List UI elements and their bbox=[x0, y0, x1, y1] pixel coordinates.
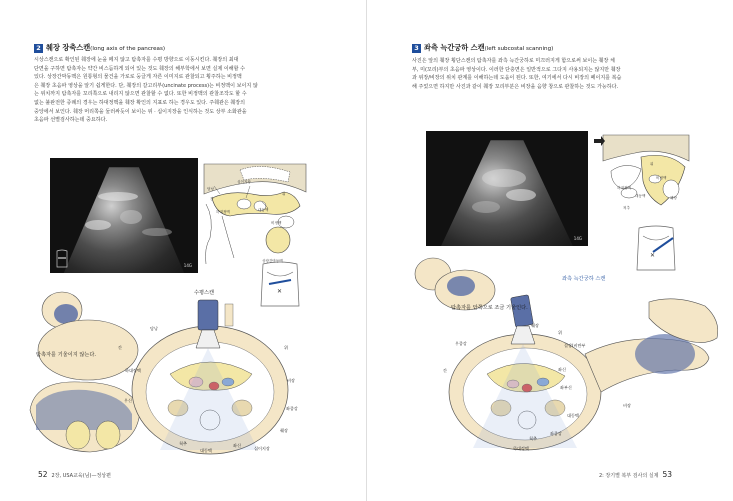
scan-label: 위 bbox=[650, 162, 654, 166]
cross-label: 좌신 bbox=[233, 443, 241, 448]
cross-label: 췌장 bbox=[280, 428, 288, 433]
paragraph-line: 중앙에서 보인다. 췌장 머리쪽을 둘러싸듯이 보이는 위 · 십이지장을 인식하는 것도 상부 소화관을 bbox=[34, 108, 247, 115]
paragraph-line: 단면을 구하면 탐촉자는 약간 비스듬하게 되어 있는 것도 췌장의 해부학에서 보면 실제 이해할 수 bbox=[34, 65, 245, 72]
ultrasound-echo bbox=[472, 201, 500, 213]
cross-label: 대동맥 bbox=[200, 448, 212, 453]
cross-label: 간 bbox=[443, 368, 447, 373]
ultrasound-scale-label: 14G bbox=[183, 263, 192, 268]
right-section-title-en: (left subcostal scanning) bbox=[484, 46, 554, 52]
cross-label: 우신 bbox=[124, 398, 132, 403]
cross-label: 담낭 bbox=[150, 326, 158, 331]
cross-label: 하대정맥 bbox=[125, 368, 141, 373]
scan-label: 비정맥 bbox=[656, 176, 667, 180]
paragraph-line: 시상스캔으로 확인된 췌장에 눈을 떼지 않고 탐촉자를 수평 방향으로 이동시킨다. 췌장의 최대 bbox=[34, 57, 239, 63]
cross-label: 대동맥 bbox=[567, 413, 579, 418]
scan-label: 대동맥 bbox=[635, 194, 646, 198]
cross-label: 우종강 bbox=[455, 341, 467, 346]
paragraph-line: 있다. 상장간막동맥은 원통형의 물건을 가로로 둥글게 자른 이미지로 관찰되고 횡주하는 비정맥 bbox=[34, 74, 242, 81]
cross-label: 결장(비만부 bbox=[564, 343, 586, 348]
left-scan-caption: 수평스캔 bbox=[194, 290, 215, 296]
cross-label: 위 bbox=[284, 345, 288, 350]
scan-label: 하대정맥 bbox=[617, 186, 631, 190]
ultrasound-image-pancreas-long-axis bbox=[50, 158, 198, 273]
cross-label: 간 bbox=[118, 345, 122, 350]
cross-label: 비장 bbox=[623, 403, 631, 408]
scan-label: 하대정맥 bbox=[216, 210, 230, 214]
scan-label: 간 bbox=[210, 197, 214, 201]
pancreas-long-axis-diagram bbox=[200, 158, 310, 273]
scan-label: 췌장 bbox=[670, 196, 677, 200]
left-section-title bbox=[34, 43, 165, 53]
ultrasound-echo bbox=[98, 192, 138, 201]
svg-text:✕: ✕ bbox=[650, 252, 656, 259]
right-patient-cross-section bbox=[405, 254, 727, 464]
cross-label: 척추 bbox=[179, 441, 187, 446]
left-patient-cross-section bbox=[20, 290, 320, 460]
ultrasound-echo bbox=[120, 210, 142, 224]
paragraph-line: 사진은 앞의 췌장 횡단스캔의 탐촉자를 좌측 늑간궁하로 미끄러지게 함으로써 보이는 췌장 체 bbox=[412, 58, 615, 64]
ultrasound-echo bbox=[142, 228, 172, 236]
scan-label: 비정맥 bbox=[271, 221, 282, 225]
left-page-number: 52 bbox=[38, 470, 48, 479]
cross-label: 좌부신 bbox=[560, 385, 572, 390]
scan-label: 대동맥 bbox=[258, 208, 269, 212]
paragraph-line: 부, 미(꼬리)부의 초음파 영상이다. 이러한 단층면은 일반적으로 그다지 사용되지는 않지만 췌장 bbox=[412, 66, 621, 73]
left-footer bbox=[34, 470, 111, 479]
paragraph-line: 해 주었으면 하지만 사진과 같이 췌장 꼬리부분은 비장을 음향 창으로 관찰하는 것도 가능하다. bbox=[412, 83, 619, 90]
left-subcostal-diagram bbox=[591, 131, 693, 223]
left-section-number: 2 bbox=[34, 44, 43, 53]
scan-label: 위 bbox=[282, 192, 286, 196]
body-marker-icon bbox=[54, 249, 70, 269]
cross-label: 좌종강 bbox=[286, 406, 298, 411]
cross-label: 하대정맥 bbox=[513, 446, 529, 451]
ultrasound-scale-label: 14G bbox=[573, 236, 582, 241]
left-section-title-ko: 췌장 장축스캔 bbox=[46, 43, 91, 52]
left-page bbox=[0, 0, 366, 501]
svg-text:✕: ✕ bbox=[277, 288, 283, 295]
right-scan-caption: 좌측 늑간궁하 스캔 bbox=[562, 276, 606, 282]
cross-label: 좌종강 bbox=[550, 431, 562, 436]
right-section-title bbox=[412, 43, 553, 53]
scan-label: 담낭 bbox=[207, 187, 214, 191]
ultrasound-echo bbox=[506, 189, 536, 201]
right-footer-chapter: 2: 장기별 복부 검사의 실제 bbox=[599, 473, 659, 479]
ultrasound-echo bbox=[85, 220, 111, 230]
right-page-number: 53 bbox=[662, 470, 673, 479]
paragraph-line: 은 췌장 초음파 영상을 알기 쉽게한다. 단, 췌장의 갈고리부(uncinate process)는 비정맥이 보이지 않 bbox=[34, 82, 258, 89]
right-page bbox=[367, 0, 733, 501]
cross-label: 십이지장 bbox=[254, 446, 270, 451]
left-paragraph bbox=[34, 56, 334, 125]
left-footer-chapter: 2장, USA교육(님)—정상편 bbox=[51, 473, 111, 479]
cross-label: 췌장 bbox=[531, 323, 539, 328]
ultrasound-echo bbox=[482, 169, 526, 187]
ultrasound-image-left-subcostal bbox=[426, 131, 588, 246]
paragraph-line: 초음파 선별검사하는데 중요하다. bbox=[34, 117, 108, 124]
cross-label: 좌신 bbox=[558, 367, 566, 372]
scan-label: 십이지장 bbox=[237, 180, 251, 184]
right-probe-caption: 탐촉자를 안쪽으로 조금 기울인다. bbox=[451, 305, 528, 311]
paragraph-line: 는 위치까지 탐촉자를 꼬리쪽으로 내리지 않으면 관찰할 수 없다. 또한 비정맥의 관찰조작도 할 수 bbox=[34, 91, 247, 98]
right-paragraph bbox=[412, 57, 712, 91]
right-section-title-ko: 좌측 늑간궁하 스캔 bbox=[424, 43, 485, 52]
scan-label: 척추 bbox=[623, 206, 630, 210]
cross-label: 척추 bbox=[529, 436, 537, 441]
paragraph-line: 과 위장/비장의 위치 관계를 이해하는데 도움이 된다. 또한, 여기에서 다시 비장의 페이지를 복습 bbox=[412, 75, 622, 82]
left-section-title-en: (long axis of the pancreas) bbox=[90, 46, 166, 52]
right-section-number: 3 bbox=[412, 44, 421, 53]
right-footer bbox=[599, 470, 676, 479]
cross-label: 위 bbox=[558, 330, 562, 335]
left-probe-caption: 탐촉자를 기울이지 않는다. bbox=[36, 352, 97, 358]
cross-label: 비장 bbox=[287, 378, 295, 383]
scan-label: 상장간막동맥 bbox=[262, 259, 283, 263]
paragraph-line: 없는 불완전한 증례의 경우는 하대정맥을 췌장 확인의 지표로 하는 경우도 있다. 주췌관은 췌장의 bbox=[34, 99, 245, 106]
